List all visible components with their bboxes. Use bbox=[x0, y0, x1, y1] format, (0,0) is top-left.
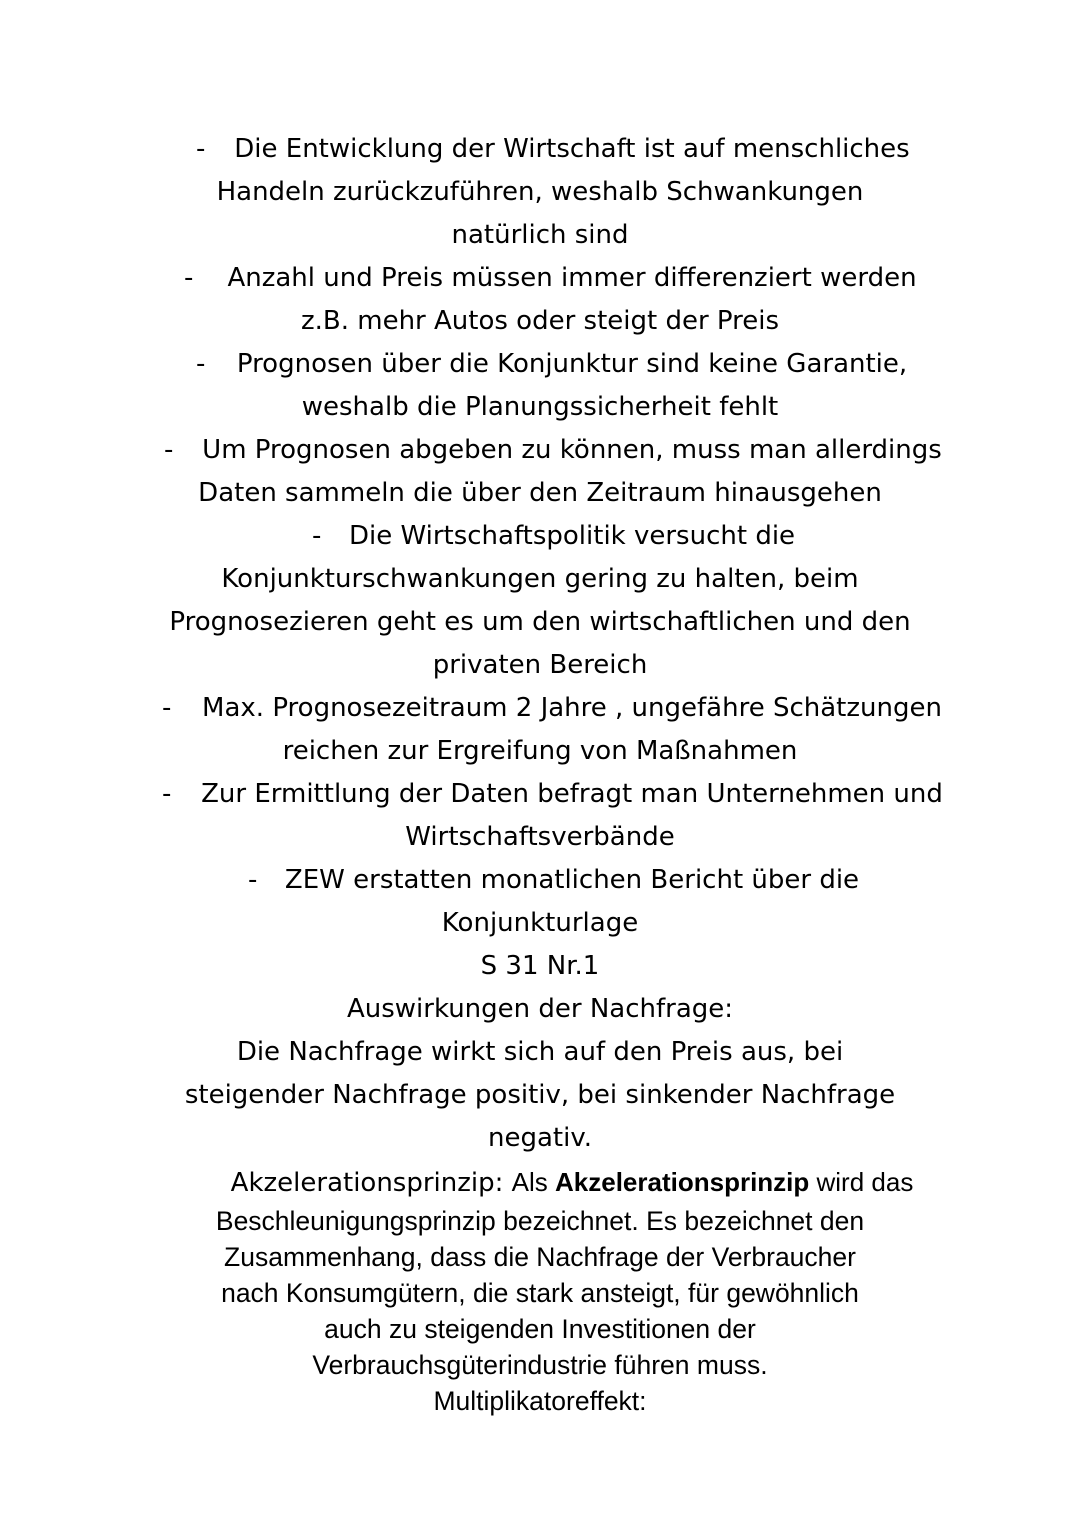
accelerator-text-line: auch zu steigenden Investitionen der bbox=[324, 1314, 756, 1344]
bullet-line: weshalb die Planungssicherheit fehlt bbox=[301, 392, 779, 422]
bullet-line: ZEW erstatten monatlichen Bericht über die bbox=[284, 865, 860, 895]
bullet-line: Die Wirtschaftspolitik versucht die bbox=[348, 521, 796, 551]
demand-text-line: Die Nachfrage wirkt sich auf den Preis aus, bei bbox=[236, 1037, 844, 1067]
multiplier-heading: Multiplikatoreffekt: bbox=[433, 1386, 647, 1416]
bullet-line: Die Entwicklung der Wirtschaft ist auf menschliches bbox=[234, 134, 910, 164]
accelerator-text-line: Verbrauchsgüterindustrie führen muss. bbox=[312, 1350, 768, 1380]
accelerator-intro: Als bbox=[511, 1167, 555, 1197]
bullet-line: Prognosen über die Konjunktur sind keine Garantie, bbox=[236, 349, 908, 379]
bullet-line: Handeln zurückzuführen, weshalb Schwankungen bbox=[216, 177, 864, 207]
bullet-line: privaten Bereich bbox=[432, 650, 648, 680]
bullet-line: Max. Prognosezeitraum 2 Jahre , ungefähre Schätzungen bbox=[202, 693, 942, 723]
exercise-reference: S 31 Nr.1 bbox=[480, 951, 600, 981]
bullet-dash: - bbox=[248, 865, 258, 895]
bullet-line: reichen zur Ergreifung von Maßnahmen bbox=[282, 736, 798, 766]
bullet-dash: - bbox=[162, 693, 172, 723]
bullet-dash: - bbox=[196, 134, 206, 164]
bullet-line: Prognosezieren geht es um den wirtschaftlichen und den bbox=[169, 607, 911, 637]
bullet-dash: - bbox=[184, 263, 194, 293]
bullet-dash: - bbox=[196, 349, 206, 379]
bullet-line: Daten sammeln die über den Zeitraum hinausgehen bbox=[198, 478, 882, 508]
bullet-dash: - bbox=[312, 521, 322, 551]
demand-text-line: negativ. bbox=[488, 1123, 592, 1153]
accelerator-text-line: Beschleunigungsprinzip bezeichnet. Es bezeichnet den bbox=[215, 1206, 865, 1236]
bullet-dash: - bbox=[164, 435, 174, 465]
accelerator-after-term: wird das bbox=[809, 1167, 914, 1197]
bullet-dash: - bbox=[162, 779, 172, 809]
accelerator-label: Akzelerationsprinzip: bbox=[230, 1168, 512, 1198]
accelerator-term: Akzelerationsprinzip bbox=[555, 1167, 810, 1197]
bullet-line: Wirtschaftsverbände bbox=[405, 822, 675, 852]
bullet-line: Konjunkturschwankungen gering zu halten, beim bbox=[221, 564, 859, 594]
bullet-line: Anzahl und Preis müssen immer differenziert werden bbox=[227, 263, 917, 293]
bullet-line: Um Prognosen abgeben zu können, muss man allerdings bbox=[202, 435, 942, 465]
bullet-line: Zur Ermittlung der Daten befragt man Unternehmen und bbox=[201, 779, 943, 809]
demand-text-line: steigender Nachfrage positiv, bei sinkender Nachfrage bbox=[184, 1080, 896, 1110]
bullet-line: Konjunkturlage bbox=[441, 908, 639, 938]
accelerator-first-line bbox=[32, 1161, 1080, 1204]
bullet-line: z.B. mehr Autos oder steigt der Preis bbox=[300, 306, 780, 336]
bullet-line: natürlich sind bbox=[451, 220, 629, 250]
accelerator-text-line: nach Konsumgütern, die stark ansteigt, für gewöhnlich bbox=[221, 1278, 859, 1308]
demand-heading: Auswirkungen der Nachfrage: bbox=[346, 994, 734, 1024]
accelerator-text-line: Zusammenhang, dass die Nachfrage der Verbraucher bbox=[224, 1242, 856, 1272]
